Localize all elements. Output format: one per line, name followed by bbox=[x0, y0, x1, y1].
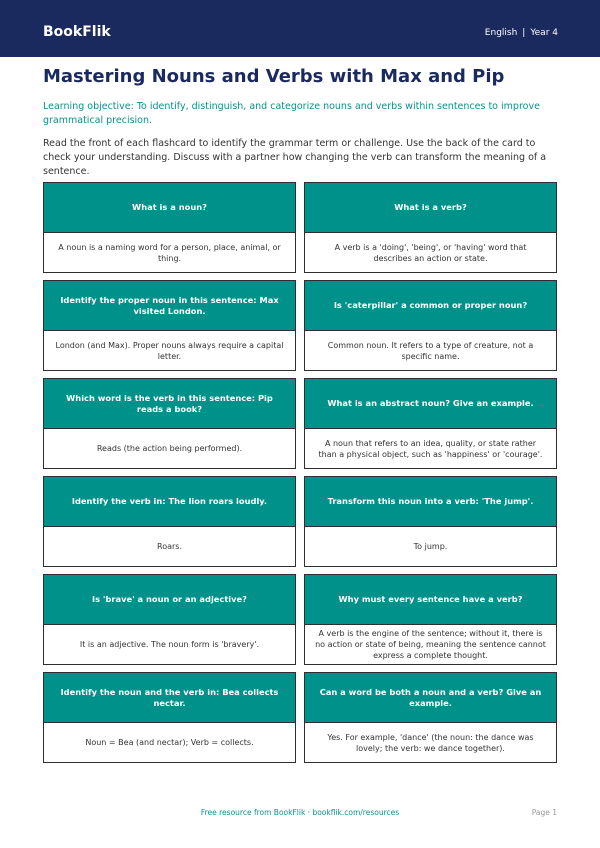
card-front: Transform this noun into a verb: 'The jump'. bbox=[305, 477, 556, 527]
flashcard[interactable] bbox=[43, 476, 296, 567]
flashcard[interactable] bbox=[43, 672, 296, 763]
flashcard[interactable] bbox=[43, 378, 296, 469]
card-front: Is 'brave' a noun or an adjective? bbox=[44, 575, 295, 625]
card-back: A noun is a naming word for a person, place, animal, or thing. bbox=[44, 233, 295, 272]
flashcard[interactable] bbox=[43, 280, 296, 371]
card-front: Identify the noun and the verb in: Bea collects nectar. bbox=[44, 673, 295, 723]
flashcard[interactable] bbox=[43, 574, 296, 665]
flashcard[interactable] bbox=[304, 476, 557, 567]
card-back: Noun = Bea (and nectar); Verb = collects. bbox=[44, 723, 295, 762]
card-back: Reads (the action being performed). bbox=[44, 429, 295, 468]
footer-credit[interactable]: Free resource from BookFlik · bookflik.com/resources bbox=[200, 808, 400, 817]
card-front: Why must every sentence have a verb? bbox=[305, 575, 556, 625]
language-label: English bbox=[484, 28, 518, 38]
card-front: What is a noun? bbox=[44, 183, 295, 233]
instructions: Read the front of each flashcard to identify the grammar term or challenge. Use the back of the card to check your understanding. Discuss with a partner how changing the verb can transform the meaning of a sentence. bbox=[43, 138, 547, 177]
page-title: Mastering Nouns and Verbs with Max and Pip bbox=[43, 66, 505, 87]
flashcard[interactable] bbox=[304, 574, 557, 665]
flashcard[interactable] bbox=[304, 182, 557, 273]
learning-objective: Learning objective: To identify, distinguish, and categorize nouns and verbs within sentences to improve grammatical precision. bbox=[43, 101, 540, 126]
card-back: Roars. bbox=[44, 527, 295, 566]
card-back: London (and Max). Proper nouns always require a capital letter. bbox=[44, 331, 295, 370]
card-front: Identify the proper noun in this sentence: Max visited London. bbox=[44, 281, 295, 331]
card-front: Identify the verb in: The lion roars loudly. bbox=[44, 477, 295, 527]
flashcard[interactable] bbox=[304, 378, 557, 469]
card-front: What is a verb? bbox=[305, 183, 556, 233]
card-back: It is an adjective. The noun form is 'bravery'. bbox=[44, 625, 295, 664]
card-front: Can a word be both a noun and a verb? Give an example. bbox=[305, 673, 556, 723]
card-back: A noun that refers to an idea, quality, or state rather than a physical object, such as 'happiness' or 'courage'. bbox=[305, 429, 556, 468]
card-front: Is 'caterpillar' a common or proper noun? bbox=[305, 281, 556, 331]
card-back: To jump. bbox=[305, 527, 556, 566]
top-bar bbox=[0, 0, 600, 57]
card-back: Common noun. It refers to a type of creature, not a specific name. bbox=[305, 331, 556, 370]
card-front: What is an abstract noun? Give an example. bbox=[305, 379, 556, 429]
header-meta bbox=[485, 28, 558, 38]
card-back: Yes. For example, 'dance' (the noun: the dance was lovely; the verb: we dance together). bbox=[305, 723, 556, 762]
card-back: A verb is a 'doing', 'being', or 'having' word that describes an action or state. bbox=[305, 233, 556, 272]
card-front: Which word is the verb in this sentence: Pip reads a book? bbox=[44, 379, 295, 429]
year-label: Year 4 bbox=[530, 28, 558, 38]
flashcard-grid bbox=[43, 182, 557, 763]
page-number: Page 1 bbox=[531, 808, 557, 817]
flashcard[interactable] bbox=[304, 672, 557, 763]
meta-separator: | bbox=[522, 28, 526, 38]
brand-logo[interactable]: BookFlik bbox=[43, 24, 111, 40]
flashcard[interactable] bbox=[304, 280, 557, 371]
card-back: A verb is the engine of the sentence; without it, there is no action or state of being, meaning the sentence cannot express a complete thought. bbox=[305, 625, 556, 664]
flashcard[interactable] bbox=[43, 182, 296, 273]
